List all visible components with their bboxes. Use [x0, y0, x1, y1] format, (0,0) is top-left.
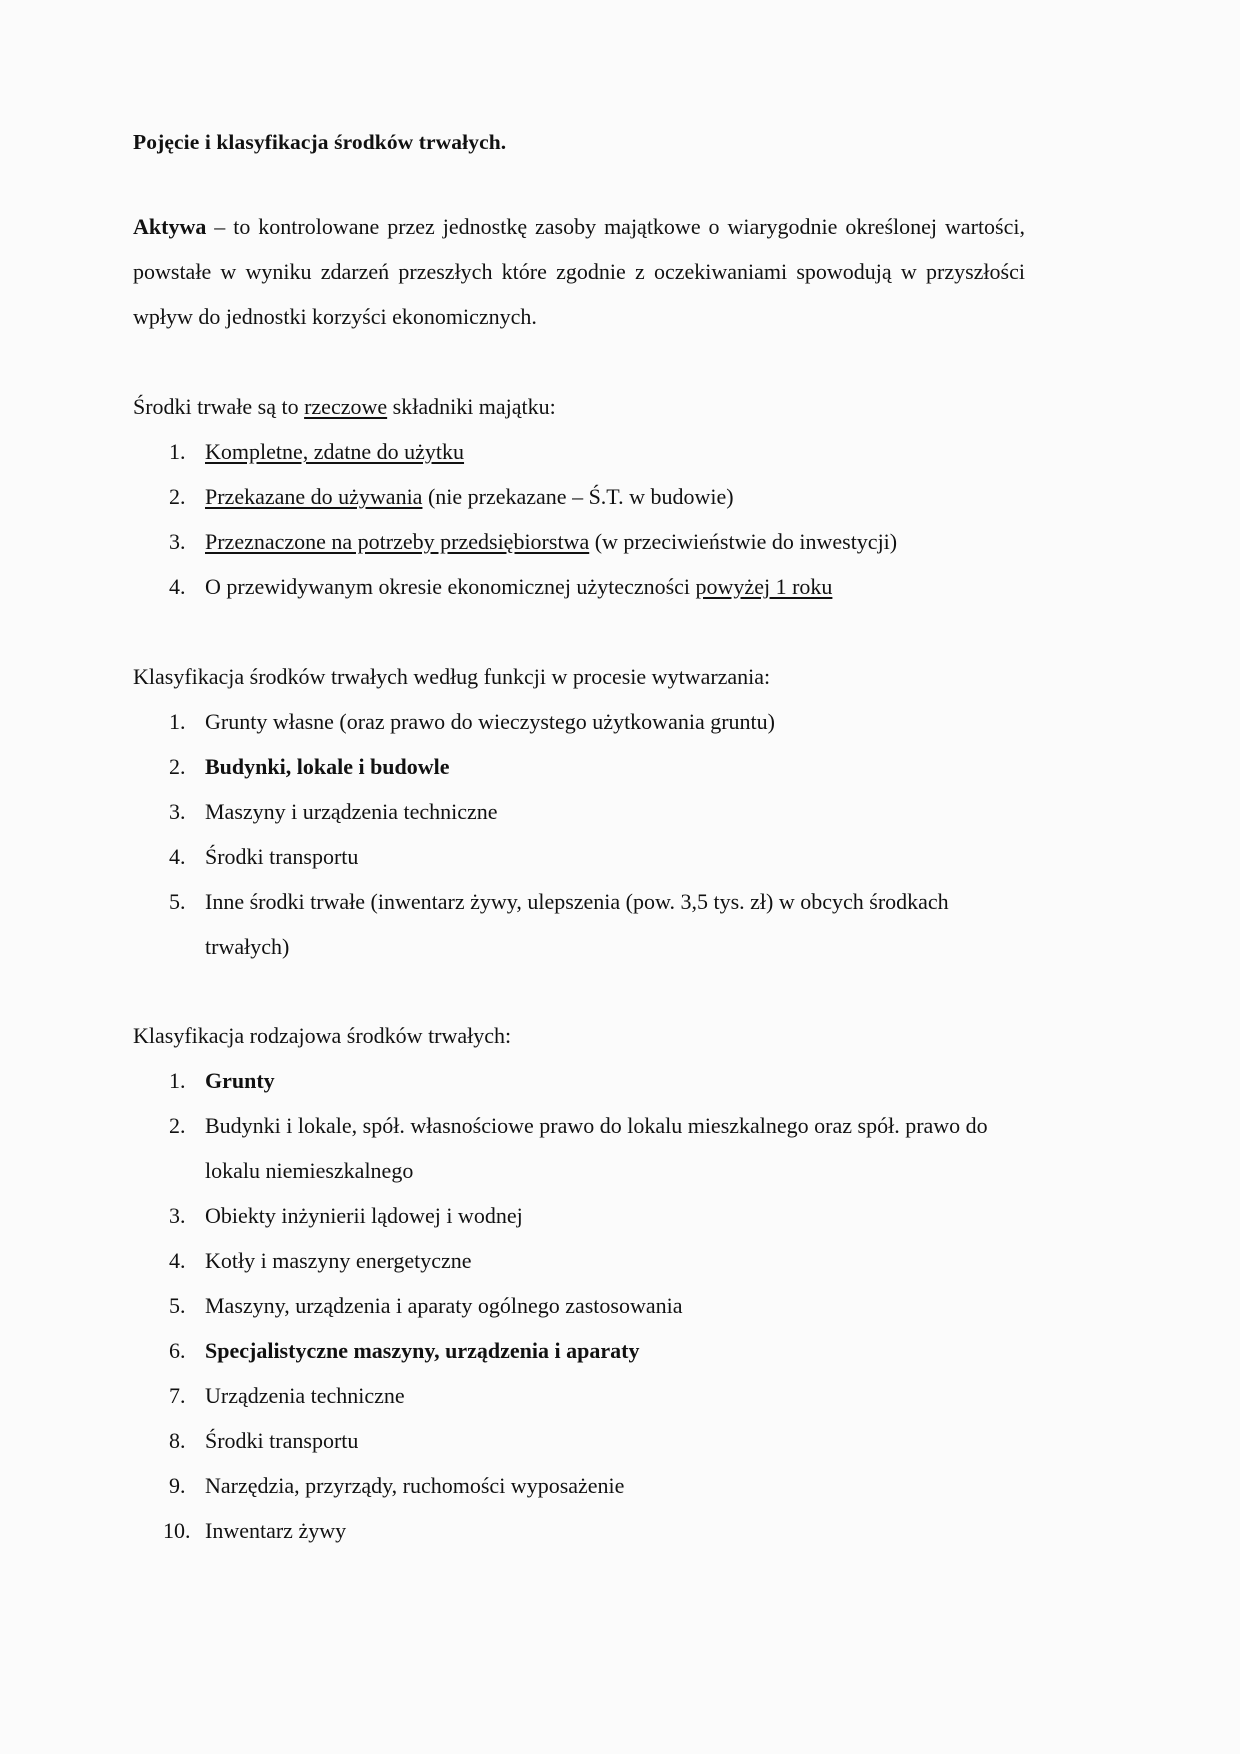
list-marker: 1. — [169, 438, 186, 464]
list-item-label: Inwentarz żywy — [205, 1517, 347, 1543]
list-item — [133, 1238, 1025, 1283]
list-item-underlined: Przekazane do używania — [205, 483, 423, 509]
list-marker: 9. — [169, 1472, 186, 1498]
list-item — [133, 519, 1025, 564]
section3-heading: Klasyfikacja rodzajowa środków trwałych: — [133, 1022, 512, 1048]
list-item — [133, 1283, 1025, 1328]
list-item — [133, 1463, 1025, 1508]
list-item-label: Środki transportu — [205, 1427, 359, 1453]
definition-term: Aktywa — [133, 213, 207, 239]
list-marker: 4. — [169, 1247, 186, 1273]
list-marker: 5. — [169, 888, 186, 914]
list-marker: 6. — [169, 1337, 186, 1363]
list-marker: 1. — [169, 1067, 186, 1093]
list-item-label: Budynki, lokale i budowle — [205, 753, 450, 779]
list-marker: 3. — [169, 798, 186, 824]
list-item-label: Środki transportu — [205, 843, 359, 869]
list-marker: 2. — [169, 1112, 186, 1138]
section1-list — [133, 429, 1025, 609]
list-marker: 7. — [169, 1382, 186, 1408]
list-marker: 10. — [163, 1517, 191, 1543]
section3-list — [133, 1058, 1025, 1553]
list-item — [133, 1508, 1025, 1553]
list-item-label: Inne środki trwałe (inwentarz żywy, ulepszenia (pow. 3,5 tys. zł) w obcych środkach trwałych) — [205, 888, 949, 959]
list-item — [133, 699, 1025, 744]
list-item-plain: O przewidywanym okresie ekonomicznej użyteczności — [205, 573, 696, 599]
list-marker: 3. — [169, 1202, 186, 1228]
list-item-rest: (w przeciwieństwie do inwestycji) — [589, 528, 898, 554]
definition-paragraph — [133, 204, 1025, 339]
section1-lead-underlined: rzeczowe — [304, 393, 388, 419]
section1-lead-post: składniki majątku: — [387, 393, 556, 419]
list-marker: 2. — [169, 483, 186, 509]
list-item-label: Obiekty inżynierii lądowej i wodnej — [205, 1202, 523, 1228]
section2-heading: Klasyfikacja środków trwałych według funkcji w procesie wytwarzania: — [133, 663, 771, 689]
list-item — [133, 1103, 1025, 1193]
list-marker: 3. — [169, 528, 186, 554]
list-item — [133, 1058, 1025, 1103]
list-item-label: Narzędzia, przyrządy, ruchomości wyposażenie — [205, 1472, 625, 1498]
list-item-label: Urządzenia techniczne — [205, 1382, 405, 1408]
list-item — [133, 879, 1025, 969]
list-marker: 2. — [169, 753, 186, 779]
list-item-label: Specjalistyczne maszyny, urządzenia i aparaty — [205, 1337, 640, 1363]
list-marker: 4. — [169, 843, 186, 869]
spacer — [133, 339, 1025, 384]
list-item-label: Maszyny i urządzenia techniczne — [205, 798, 498, 824]
list-item-label: Grunty własne (oraz prawo do wieczystego użytkowania gruntu) — [205, 708, 775, 734]
list-item — [133, 1193, 1025, 1238]
list-item — [133, 834, 1025, 879]
section1-lead-pre: Środki trwałe są to — [133, 393, 305, 419]
list-marker: 1. — [169, 708, 186, 734]
definition-dash: – — [206, 213, 234, 239]
list-marker: 5. — [169, 1292, 186, 1318]
page-title: Pojęcie i klasyfikacja środków trwałych. — [133, 130, 507, 154]
spacer — [133, 609, 1025, 654]
list-marker: 4. — [169, 573, 186, 599]
list-item-label: Kotły i maszyny energetyczne — [205, 1247, 472, 1273]
list-item — [133, 1328, 1025, 1373]
list-item-rest: (nie przekazane – Ś.T. w budowie) — [422, 483, 734, 509]
list-item-label: Budynki i lokale, spół. własnościowe prawo do lokalu mieszkalnego oraz spół. prawo do lokalu niemieszkalnego — [205, 1112, 988, 1183]
list-item-label: Grunty — [205, 1067, 275, 1093]
list-item — [133, 789, 1025, 834]
list-item-label: Maszyny, urządzenia i aparaty ogólnego zastosowania — [205, 1292, 683, 1318]
list-item — [133, 1373, 1025, 1418]
list-item — [133, 744, 1025, 789]
list-item-underlined: Przeznaczone na potrzeby przedsiębiorstwa — [205, 528, 590, 554]
list-marker: 8. — [169, 1427, 186, 1453]
list-item — [133, 1418, 1025, 1463]
list-item — [133, 429, 1025, 474]
list-item — [133, 474, 1025, 519]
list-item-underlined: Kompletne, zdatne do użytku — [205, 438, 465, 464]
spacer — [133, 969, 1025, 1013]
definition-body: to kontrolowane przez jednostkę zasoby majątkowe o wiarygodnie określonej wartości, powstałe w wyniku zdarzeń przeszłych które zgodnie z oczekiwaniami spowodują w przyszłości wpływ do jednostki korzyści ekonomicznych. — [133, 213, 1025, 329]
section2-list — [133, 699, 1025, 969]
section1-lead — [133, 384, 1025, 429]
list-item-underlined-tail: powyżej 1 roku — [695, 573, 833, 599]
list-item — [133, 564, 1025, 609]
